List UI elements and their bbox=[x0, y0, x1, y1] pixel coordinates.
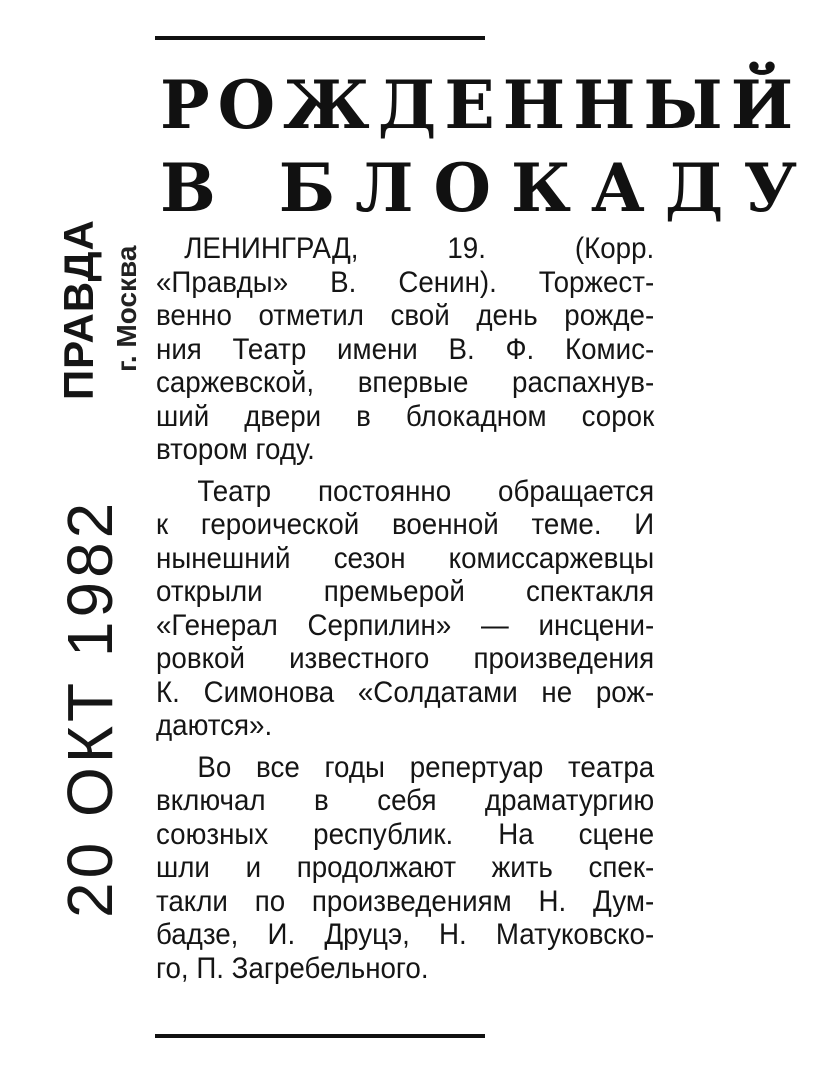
article-line: «Генерал Серпилин» — инсцени- bbox=[156, 608, 655, 642]
article-line: союзных республик. На сцене bbox=[156, 817, 655, 851]
article-line: нынешний сезон комиссаржевцы bbox=[156, 541, 655, 575]
article-body bbox=[156, 232, 654, 985]
article-line: включал в себя драматургию bbox=[156, 784, 655, 817]
stamp-date: 20 ОКТ 1982 bbox=[54, 498, 126, 918]
article-line: открыли премьерой спектакля bbox=[156, 575, 655, 608]
article-line: саржевской, впервые распахнув- bbox=[156, 366, 655, 399]
article-paragraph bbox=[156, 475, 654, 743]
article-line: шли и продолжают жить спек- bbox=[156, 851, 655, 884]
headline-line-1: РОЖДЕННЫЙ bbox=[160, 66, 802, 144]
stamp-publication: ПРАВДА bbox=[55, 219, 102, 400]
stamp-city: г. Москва bbox=[111, 245, 142, 372]
headline-line-2: В БЛОКАДУ bbox=[160, 149, 817, 227]
top-rule bbox=[155, 36, 485, 40]
article-paragraph bbox=[156, 751, 654, 986]
bottom-rule bbox=[155, 1034, 485, 1038]
article-paragraph bbox=[156, 232, 654, 467]
article-line: Театр постоянно обращается bbox=[197, 474, 655, 508]
article-line: К. Симонова «Солдатами не рож- bbox=[156, 675, 655, 709]
article-line: такли по произведениям Н. Дум- bbox=[156, 884, 655, 918]
article-line: ровкой известного произведения bbox=[156, 642, 655, 675]
article-line: ния Театр имени В. Ф. Комис- bbox=[156, 332, 655, 366]
article-line: к героической военной теме. И bbox=[156, 508, 655, 541]
paragraph-gap bbox=[156, 467, 654, 475]
article-line: венно отметил свой день рожде- bbox=[156, 299, 655, 332]
article-line: втором году. bbox=[156, 433, 315, 466]
article-line: ЛЕНИНГРАД, 19. (Корр. bbox=[184, 232, 655, 265]
article-line: «Правды» В. Сенин). Торжест- bbox=[156, 265, 655, 299]
article-line: Во все годы репертуар театра bbox=[197, 750, 655, 784]
article-line: го, П. Загребельного. bbox=[156, 951, 429, 985]
paragraph-gap bbox=[156, 743, 654, 751]
article-line: бадзе, И. Друцэ, Н. Матуковско- bbox=[156, 918, 655, 951]
article-line: даются». bbox=[156, 709, 273, 742]
article-line: ший двери в блокадном сорок bbox=[156, 399, 655, 433]
